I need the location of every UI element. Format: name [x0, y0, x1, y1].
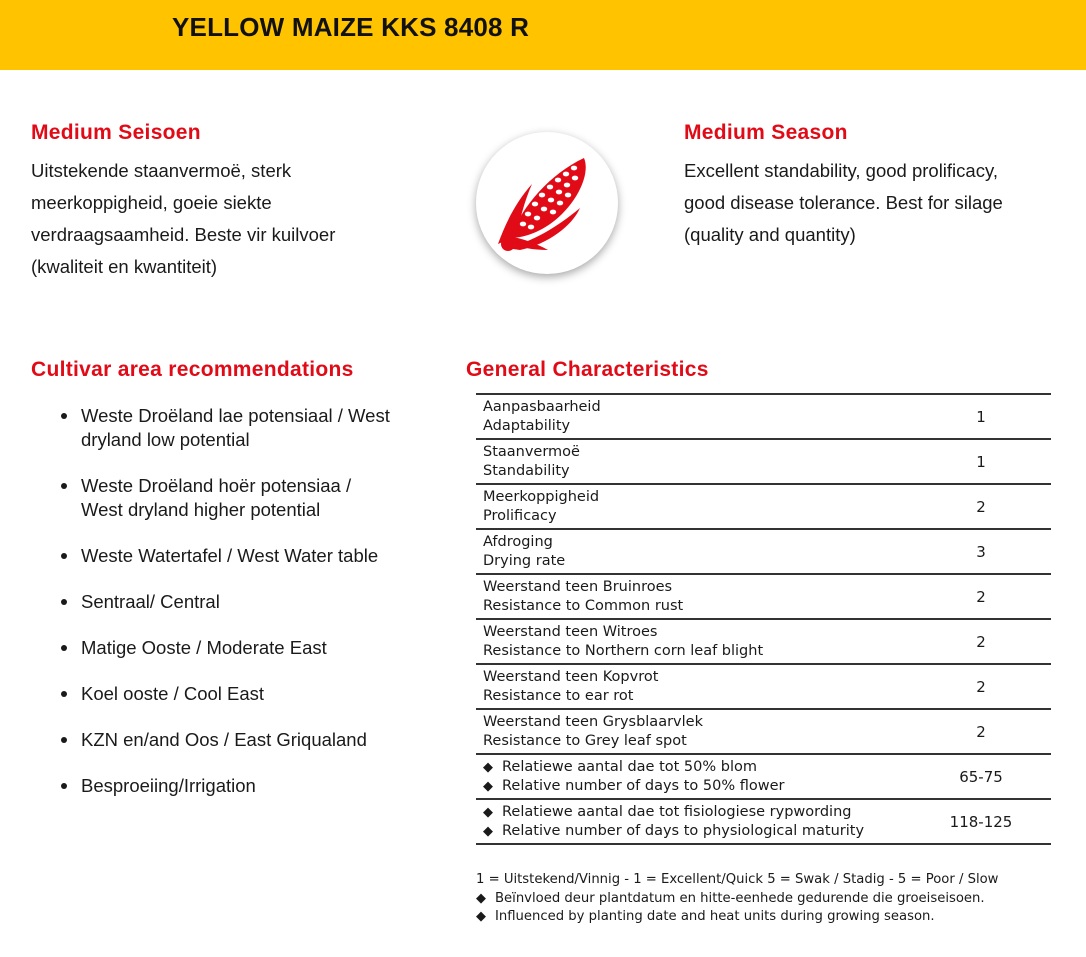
note-text: Beïnvloed deur plantdatum en hitte-eenhede gedurende die groeiseisoen. [495, 890, 985, 906]
influence-note-afrikaans [476, 890, 1076, 909]
table-row [476, 709, 1051, 754]
title-banner [0, 0, 1086, 70]
area-item [31, 544, 451, 568]
note-text: Influenced by planting date and heat units during growing season. [495, 909, 935, 924]
table-row [476, 664, 1051, 709]
english-line: good disease tolerance. Best for silage [684, 192, 1003, 213]
diamond-icon: ◆ [476, 890, 486, 906]
area-recommendations-heading: Cultivar area recommendations [31, 358, 354, 381]
diamond-icon: ◆ [476, 909, 486, 924]
label-afrikaans: Meerkoppigheid [483, 488, 600, 505]
row-value: 2 [911, 709, 1051, 754]
label-english: Prolificacy [483, 507, 557, 524]
afrikaans-description [31, 155, 411, 283]
characteristics-table [476, 393, 1051, 845]
row-label [476, 574, 911, 619]
diamond-icon: ◆ [483, 823, 493, 839]
afrikaans-line: verdraagsaamheid. Beste vir kuilvoer [31, 224, 336, 245]
label-afrikaans: Weerstand teen Bruinroes [483, 578, 673, 595]
label-english: Relative number of days to physiological maturity [502, 822, 865, 839]
row-label [476, 394, 911, 439]
afrikaans-line: (kwaliteit en kwantiteit) [31, 256, 218, 277]
area-list [31, 404, 451, 820]
label-english: Resistance to ear rot [483, 687, 634, 704]
area-item-line: Weste Droëland hoër potensiaa / [81, 475, 352, 496]
area-item-line: Sentraal/ Central [81, 591, 220, 612]
area-item-line: West dryland higher potential [81, 499, 321, 520]
english-line: (quality and quantity) [684, 224, 856, 245]
footnotes [476, 871, 1076, 927]
row-value: 65-75 [911, 754, 1051, 799]
scale-note: 1 = Uitstekend/Vinnig - 1 = Excellent/Quick 5 = Swak / Stadig - 5 = Poor / Slow [476, 872, 999, 887]
english-line: Excellent standability, good prolificacy, [684, 160, 998, 181]
row-value: 2 [911, 619, 1051, 664]
label-afrikaans: Afdroging [483, 533, 553, 550]
table-row [476, 799, 1051, 844]
row-value: 2 [911, 574, 1051, 619]
diamond-icon: ◆ [483, 759, 493, 775]
table-row [476, 439, 1051, 484]
row-label [476, 664, 911, 709]
row-value: 2 [911, 484, 1051, 529]
general-characteristics-heading: General Characteristics [466, 358, 709, 381]
table-row [476, 484, 1051, 529]
area-item [31, 474, 451, 522]
area-item [31, 636, 451, 660]
area-item-line: Besproeiing/Irrigation [81, 775, 256, 796]
label-english: Resistance to Northern corn leaf blight [483, 642, 764, 659]
area-item [31, 728, 451, 752]
maize-cob-icon [476, 132, 618, 274]
label-afrikaans: Relatiewe aantal dae tot fisiologiese rypwording [502, 803, 852, 820]
label-english: Resistance to Common rust [483, 597, 684, 614]
area-item-line: Weste Watertafel / West Water table [81, 545, 379, 566]
afrikaans-line: Uitstekende staanvermoë, sterk [31, 160, 292, 181]
area-item-line: KZN en/and Oos / East Griqualand [81, 729, 367, 750]
table-row [476, 529, 1051, 574]
area-item [31, 404, 451, 452]
area-item-line: Weste Droëland lae potensiaal / West [81, 405, 390, 426]
row-label [476, 799, 911, 844]
label-afrikaans: Weerstand teen Witroes [483, 623, 658, 640]
table-row [476, 394, 1051, 439]
diamond-icon: ◆ [483, 778, 493, 794]
afrikaans-season-heading: Medium Seisoen [31, 121, 201, 144]
label-english: Drying rate [483, 552, 566, 569]
area-item [31, 682, 451, 706]
row-label [476, 529, 911, 574]
label-english: Adaptability [483, 417, 571, 434]
english-season-heading: Medium Season [684, 121, 848, 144]
row-label [476, 709, 911, 754]
label-afrikaans: Aanpasbaarheid [483, 398, 601, 415]
area-item [31, 590, 451, 614]
influence-note-english [476, 908, 1076, 927]
label-afrikaans: Relatiewe aantal dae tot 50% blom [502, 758, 757, 775]
row-label [476, 619, 911, 664]
area-item-line: dryland low potential [81, 429, 250, 450]
row-label [476, 439, 911, 484]
afrikaans-line: meerkoppigheid, goeie siekte [31, 192, 272, 213]
table-row [476, 574, 1051, 619]
label-english: Standability [483, 462, 570, 479]
table-row [476, 619, 1051, 664]
english-description [684, 155, 1064, 251]
label-afrikaans: Staanvermoë [483, 443, 580, 460]
row-value: 1 [911, 394, 1051, 439]
row-value: 2 [911, 664, 1051, 709]
row-value: 1 [911, 439, 1051, 484]
label-afrikaans: Weerstand teen Grysblaarvlek [483, 713, 703, 730]
label-afrikaans: Weerstand teen Kopvrot [483, 668, 659, 685]
row-value: 118-125 [911, 799, 1051, 844]
diamond-icon: ◆ [483, 804, 493, 820]
table-row [476, 754, 1051, 799]
area-item-line: Matige Ooste / Moderate East [81, 637, 327, 658]
maize-logo-badge [476, 132, 618, 274]
label-english: Resistance to Grey leaf spot [483, 732, 687, 749]
row-label [476, 484, 911, 529]
page-title: YELLOW MAIZE KKS 8408 R [172, 12, 530, 42]
row-label [476, 754, 911, 799]
area-item-line: Koel ooste / Cool East [81, 683, 265, 704]
area-item [31, 774, 451, 798]
row-value: 3 [911, 529, 1051, 574]
label-english: Relative number of days to 50% flower [502, 777, 785, 794]
